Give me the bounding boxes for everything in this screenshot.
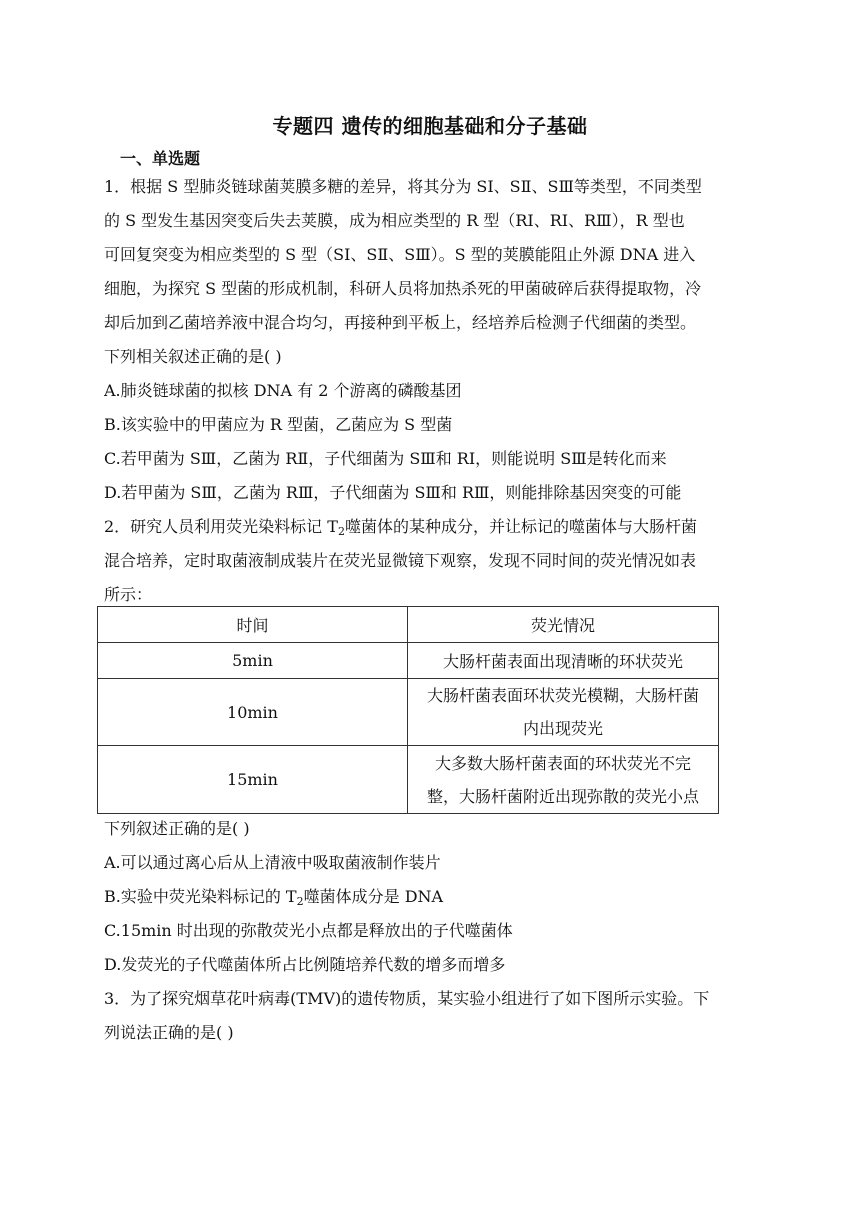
table-cell-fluorescence <box>408 679 719 746</box>
table-row <box>98 643 719 679</box>
q2-optb-post: 噬菌体成分是 DNA <box>303 887 444 906</box>
q3-stem-line: 3．为了探究烟草花叶病毒(TMV)的遗传物质，某实验小组进行了如下图所示实验。下 <box>104 989 710 1008</box>
question-2-options <box>104 812 754 1050</box>
q2-stem-line: 所示： <box>104 585 153 604</box>
q2-optb-sub: 2 <box>296 895 304 908</box>
q2-optb-pre: B.实验中荧光染料标记的 T <box>104 887 297 906</box>
table-cell-time: 5min <box>98 643 408 679</box>
table-cell-text: 整，大肠杆菌附近出现弥散的荧光小点 <box>426 786 699 806</box>
table-row <box>98 746 719 814</box>
table-cell-text: 内出现荧光 <box>522 719 603 738</box>
table-header-time: 时间 <box>98 607 408 643</box>
q1-stem-line: 却后加到乙菌培养液中混合均匀，再接种到平板上，经培养后检测子代细菌的类型。 <box>104 313 697 332</box>
fluorescence-table <box>97 606 719 814</box>
q1-option-a: A.肺炎链球菌的拟核 DNA 有 2 个游离的磷酸基团 <box>104 381 462 400</box>
q2-stem-line: 混合培养，定时取菌液制成装片在荧光显微镜下观察，发现不同时间的荧光情况如表 <box>104 551 697 570</box>
q2-line1-post: 噬菌体的某种成分，并让标记的噬菌体与大肠杆菌 <box>344 517 697 536</box>
q2-line1-pre: 2．研究人员利用荧光染料标记 T <box>104 517 338 536</box>
table-cell-text: 大肠杆菌表面环状荧光模糊，大肠杆菌 <box>426 686 699 705</box>
q2-option-c: C.15min 时出现的弥散荧光小点都是释放出的子代噬菌体 <box>104 921 513 940</box>
q2-option-b <box>104 880 754 914</box>
table-cell-fluorescence <box>408 643 719 679</box>
table-row <box>98 679 719 746</box>
q1-stem-line: 的 S 型发生基因突变后失去荚膜，成为相应类型的 R 型（RⅠ、RⅠ、RⅢ），R 型也 <box>104 211 685 230</box>
q1-stem-line: 1．根据 S 型肺炎链球菌荚膜多糖的差异，将其分为 SⅠ、SⅡ、SⅢ等类型，不同类型 <box>104 177 702 196</box>
table-cell-time: 10min <box>98 679 408 746</box>
q2-stem: 下列叙述正确的是( ) <box>104 819 250 838</box>
table-header-row <box>98 607 719 643</box>
q3-stem-line: 列说法正确的是( ) <box>104 1023 234 1042</box>
q2-line1-sub: 2 <box>337 525 345 538</box>
q2-option-a: A.可以通过离心后从上清液中吸取菌液制作装片 <box>104 853 441 872</box>
q1-stem-line: 可回复突变为相应类型的 S 型（SⅠ、SⅡ、SⅢ）。S 型的荚膜能阻止外源 DNA 进入 <box>104 245 696 264</box>
q1-stem-line: 下列相关叙述正确的是( ) <box>104 347 282 366</box>
table-cell-text: 大多数大肠杆菌表面的环状荧光不完 <box>434 753 691 773</box>
section-heading: 一、单选题 <box>120 149 201 168</box>
q1-option-b: B.该实验中的甲菌应为 R 型菌，乙菌应为 S 型菌 <box>104 415 453 434</box>
q1-option-c: C.若甲菌为 SⅢ，乙菌为 RⅡ，子代细菌为 SⅢ和 RⅠ，则能说明 SⅢ是转化而来 <box>104 449 667 468</box>
q1-stem-line: 细胞，为探究 S 型菌的形成机制，科研人员将加热杀死的甲菌破碎后获得提取物，冷 <box>104 279 702 298</box>
q1-option-d: D.若甲菌为 SⅢ，乙菌为 RⅢ，子代细菌为 SⅢ和 RⅢ，则能排除基因突变的可能 <box>104 483 682 502</box>
table-cell-time: 15min <box>98 746 408 814</box>
page-title: 专题四 遗传的细胞基础和分子基础 <box>272 114 588 138</box>
q2-option-d: D.发荧光的子代噬菌体所占比例随培养代数的增多而增多 <box>104 955 506 974</box>
table-cell-text: 大肠杆菌表面出现清晰的环状荧光 <box>442 652 683 671</box>
table-cell-fluorescence <box>408 746 719 814</box>
q2-stem-line <box>104 510 754 544</box>
table-header-fluorescence: 荧光情况 <box>408 607 719 643</box>
question-1 <box>104 170 754 612</box>
